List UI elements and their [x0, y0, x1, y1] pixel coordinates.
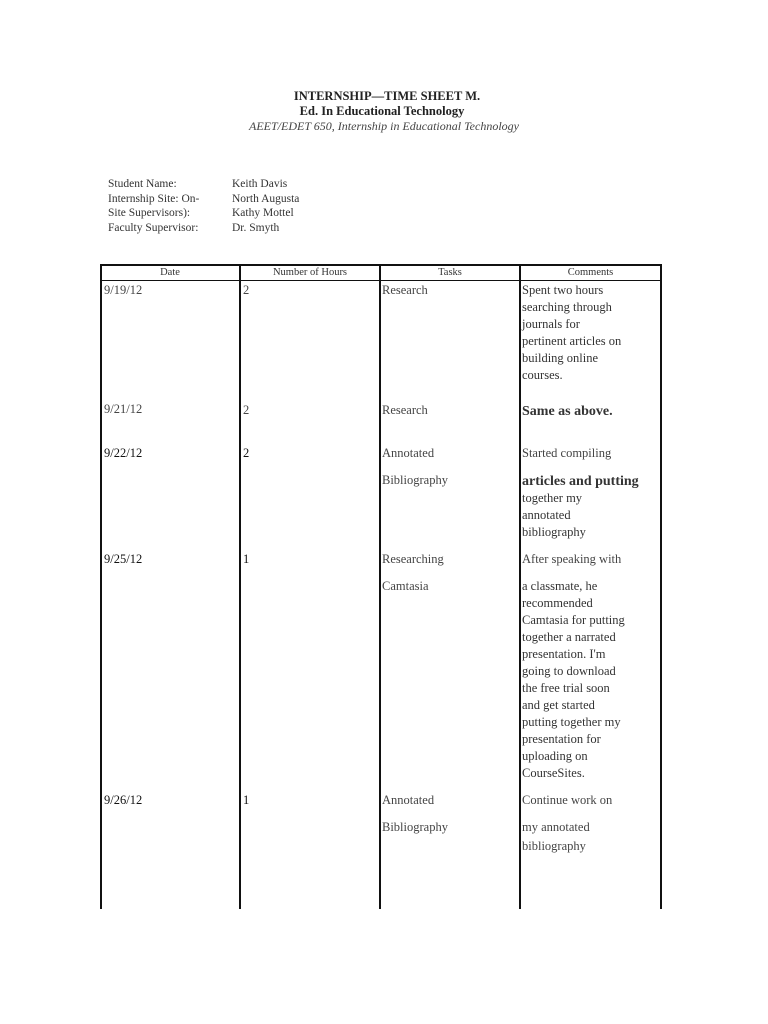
entry-comment	[522, 490, 660, 541]
info-label: Student Name:	[108, 178, 177, 190]
info-label: Faculty Supervisor:	[108, 221, 199, 234]
course-title: AEET/EDET 650, Internship in Educational Technology	[249, 119, 519, 133]
comment-line: uploading on	[522, 749, 588, 763]
comment-line: a classmate, he	[522, 579, 598, 593]
column-header-date: Date	[160, 267, 180, 278]
entry-date: 9/25/12	[104, 552, 143, 566]
column-header-comments: Comments	[567, 267, 614, 278]
comment-line: courses.	[522, 368, 563, 382]
entry-hours: 2	[243, 403, 250, 417]
comment-line: the free trial soon	[522, 681, 610, 695]
comment-line: pertinent articles on	[522, 334, 622, 348]
info-row	[108, 192, 432, 207]
program-subtitle: Ed. In Educational Technology	[299, 104, 465, 118]
comment-line: building online	[522, 351, 599, 365]
info-value: Dr. Smyth	[232, 221, 280, 234]
comment-line: Camtasia for putting	[522, 613, 625, 627]
entry-hours: 1	[243, 552, 250, 566]
entry-date: 9/21/12	[104, 402, 143, 416]
entry-comment: articles and putting	[522, 474, 639, 489]
info-value: Keith Davis	[232, 178, 288, 190]
entry-task: Bibliography	[382, 820, 448, 834]
entry-task: Researching	[382, 552, 444, 566]
entry-date: 9/19/12	[104, 283, 143, 297]
entry-hours: 2	[243, 283, 250, 297]
comment-line: recommended	[522, 596, 593, 610]
time-sheet-table	[100, 264, 662, 909]
entry-hours: 1	[243, 793, 250, 807]
entry-date: 9/26/12	[104, 793, 143, 807]
comment-line: and get started	[522, 698, 595, 712]
entry-date: 9/22/12	[104, 446, 143, 460]
student-info	[108, 177, 432, 235]
entry-task: Annotated	[382, 446, 435, 460]
entry-comment: bibliography	[522, 839, 586, 853]
column-divider	[519, 264, 521, 909]
comment-line: putting together my	[522, 715, 621, 729]
entry-task: Research	[382, 283, 428, 297]
comment-line: bibliography	[522, 525, 586, 539]
entry-task: Bibliography	[382, 473, 448, 487]
info-value: North Augusta	[232, 192, 300, 205]
column-divider	[100, 264, 102, 909]
comment-line: presentation for	[522, 732, 601, 746]
comment-line: annotated	[522, 508, 571, 522]
comment-line: presentation. I'm	[522, 647, 606, 661]
column-header-tasks: Tasks	[438, 267, 462, 278]
column-divider	[239, 264, 241, 909]
entry-hours: 2	[243, 446, 250, 460]
info-row	[108, 221, 432, 236]
comment-line: journals for	[522, 317, 580, 331]
info-row	[108, 206, 432, 221]
comment-line: Spent two hours	[522, 283, 604, 297]
comment-line: going to download	[522, 664, 616, 678]
table-header-border	[100, 280, 662, 281]
document-header	[0, 89, 768, 134]
comment-line: together my	[522, 491, 583, 505]
entry-comment: Same as above.	[522, 404, 613, 419]
column-divider	[379, 264, 381, 909]
entry-comment	[522, 282, 660, 384]
entry-comment: Continue work on	[522, 793, 613, 807]
entry-task: Camtasia	[382, 579, 429, 593]
entry-task: Research	[382, 403, 428, 417]
info-label: Site Supervisors):	[108, 207, 191, 220]
entry-comment	[522, 578, 660, 782]
entry-task: Annotated	[382, 793, 435, 807]
column-header-hours: Number of Hours	[272, 267, 348, 278]
comment-line: searching through	[522, 300, 612, 314]
entry-comment: After speaking with	[522, 552, 622, 566]
comment-line: together a narrated	[522, 630, 616, 644]
document-title: INTERNSHIP—TIME SHEET M.	[293, 89, 481, 103]
entry-comment: Started compiling	[522, 446, 612, 460]
comment-line: CourseSites.	[522, 766, 585, 780]
info-value: Kathy Mottel	[232, 207, 294, 220]
info-row	[108, 177, 432, 192]
column-divider	[660, 264, 662, 909]
info-label: Internship Site: On-	[108, 192, 200, 205]
entry-comment: my annotated	[522, 820, 590, 834]
